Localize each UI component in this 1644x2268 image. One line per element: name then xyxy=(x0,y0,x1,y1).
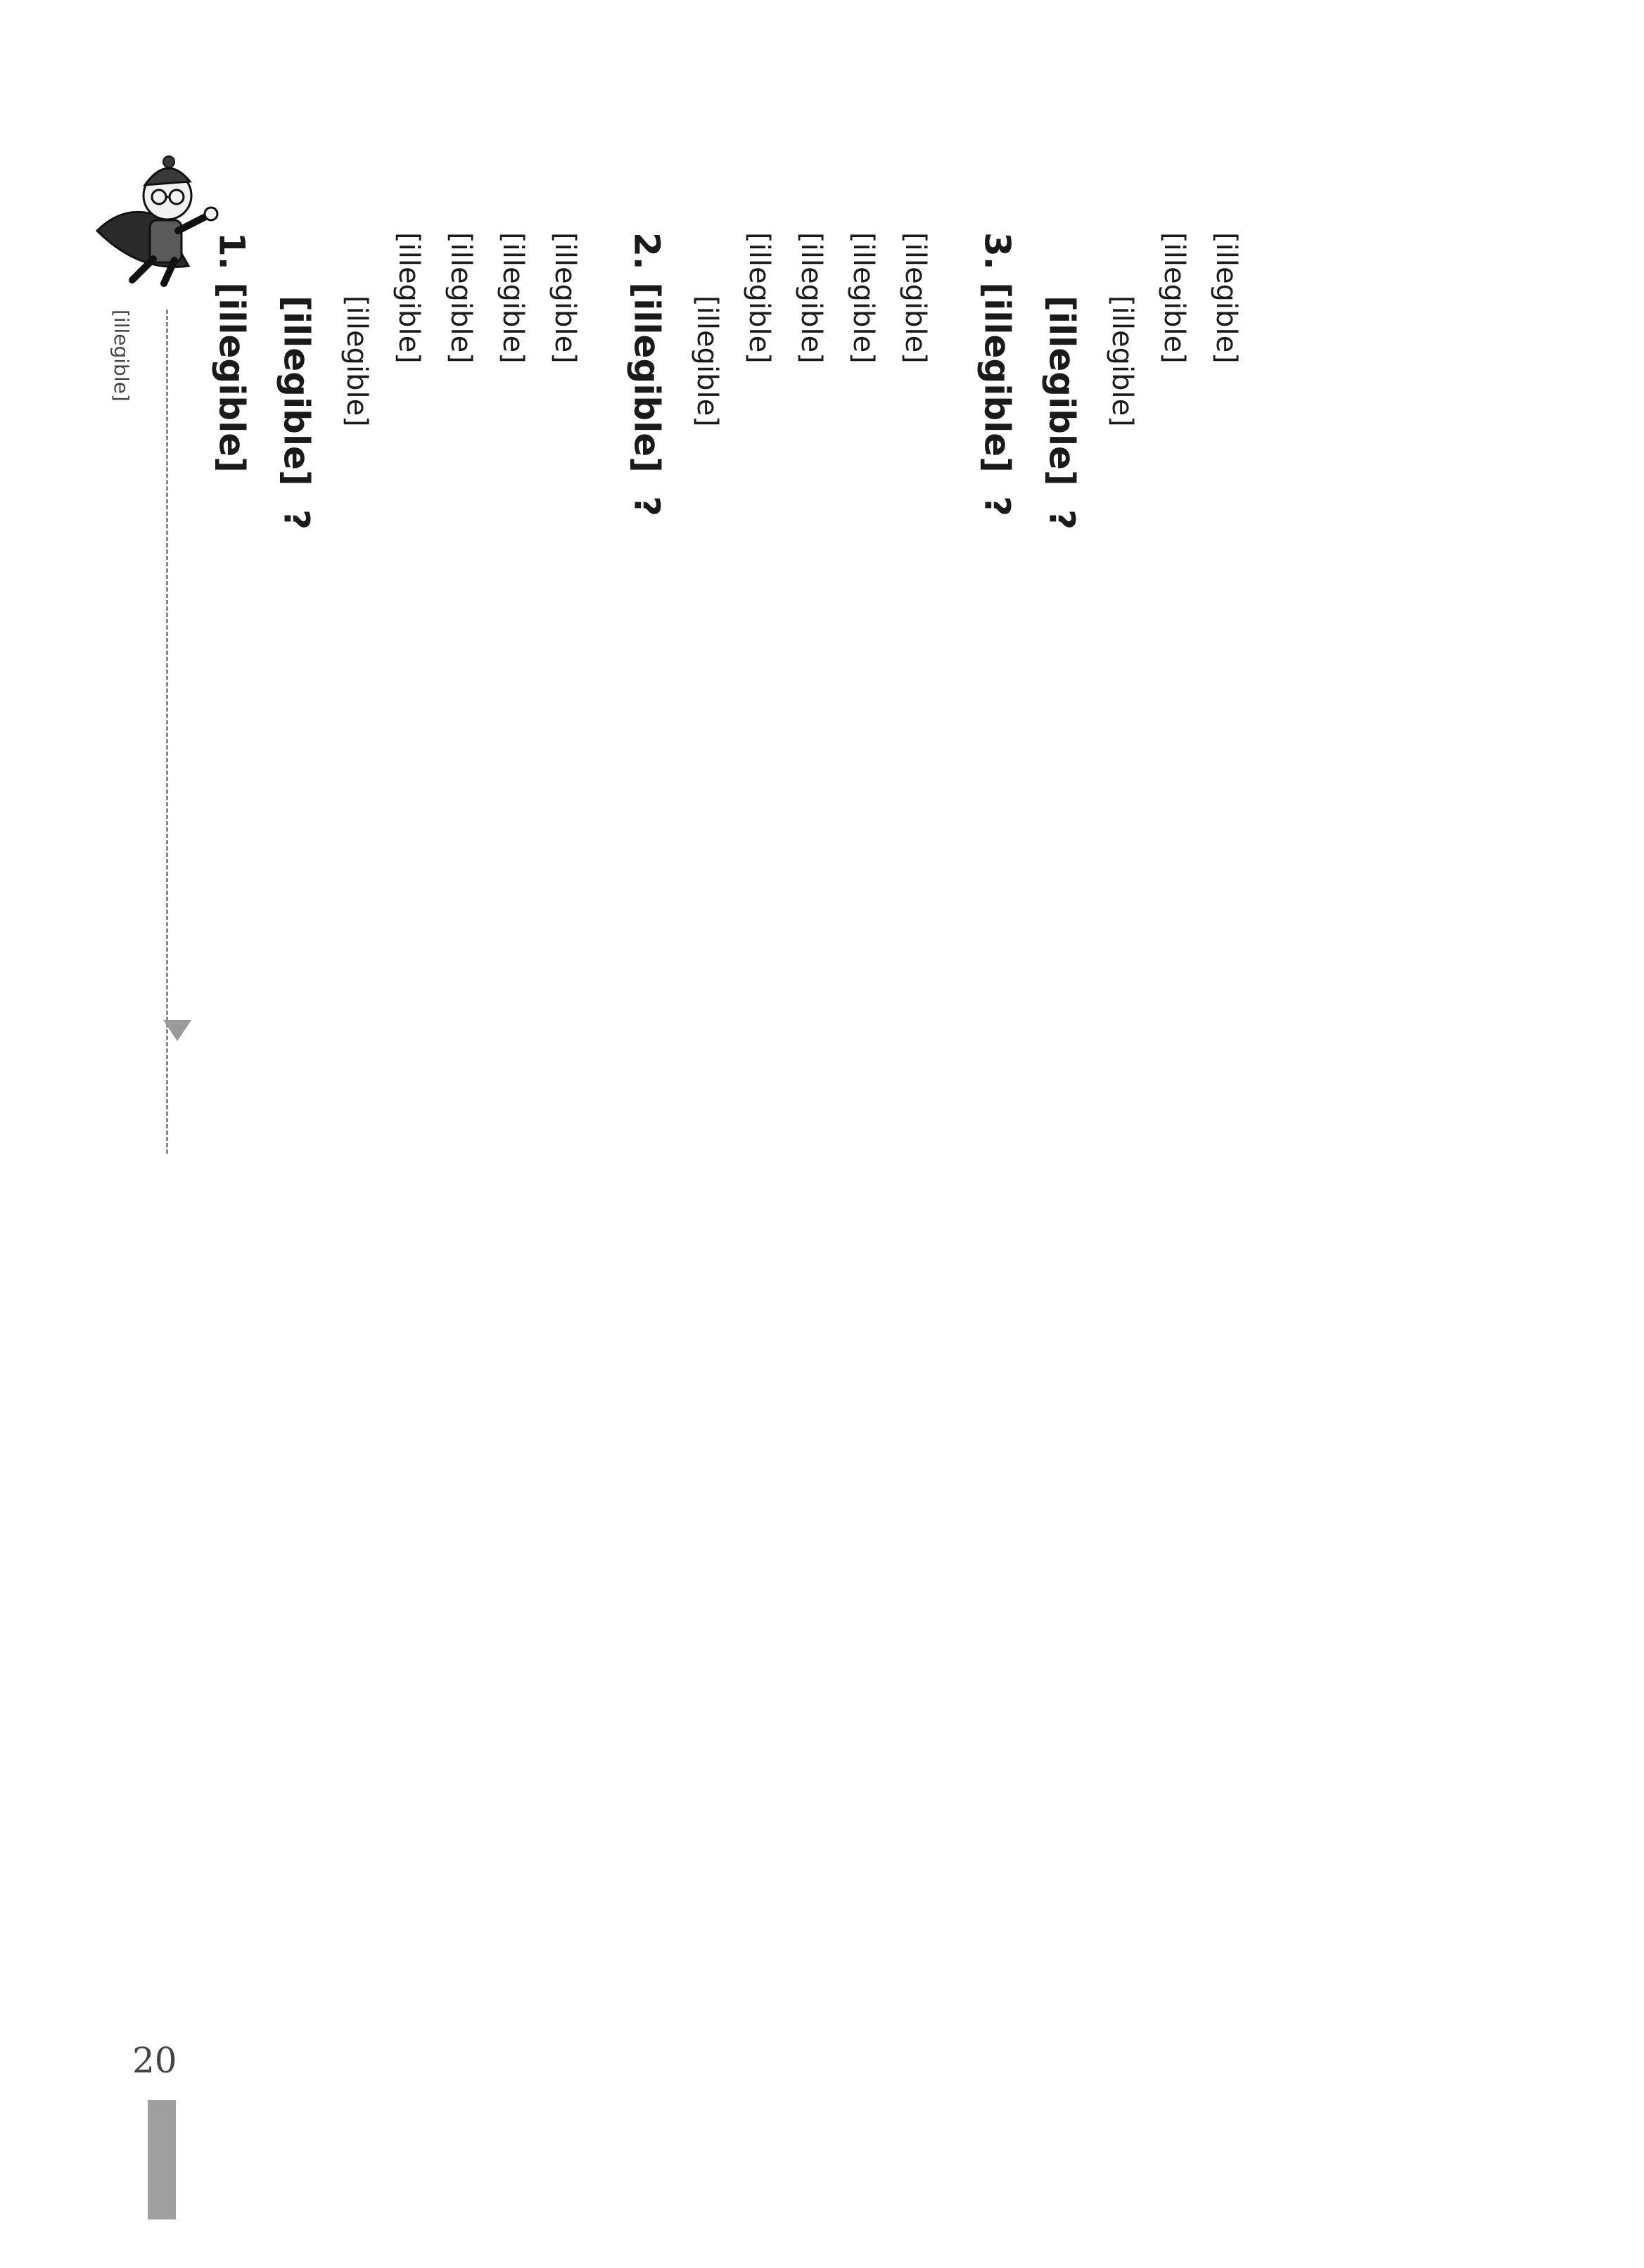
paragraph-text: [illegible] xyxy=(393,232,425,364)
paragraph-text: [illegible] xyxy=(1210,232,1242,364)
heading-text: [illegible] xyxy=(626,282,668,473)
paragraph-line xyxy=(847,232,886,2089)
paragraph-line xyxy=(445,232,484,2089)
paragraph-text: [illegible] xyxy=(497,232,529,364)
heading-text: [illegible] xyxy=(211,282,253,473)
paragraph-line xyxy=(1158,232,1197,2089)
page-edge-tab xyxy=(148,2100,176,2219)
paragraph-text: [illegible] xyxy=(549,232,581,364)
question-3-line-1 xyxy=(976,232,1028,2089)
question-1-line-2 xyxy=(276,232,328,2153)
page-number: 20 xyxy=(132,2040,177,2081)
paragraph-line xyxy=(393,232,432,2089)
paragraph-line xyxy=(1210,232,1249,2089)
question-2 xyxy=(626,232,678,2089)
paragraph-text: [illegible] xyxy=(691,295,723,427)
question-1-line-1 xyxy=(211,232,263,2089)
mascot-illustration-icon xyxy=(83,153,224,287)
question-number: 1. xyxy=(211,232,253,270)
triangle-marker-icon xyxy=(163,1020,191,1041)
paragraph-text: [illegible] xyxy=(847,232,879,364)
paragraph-text: [illegible] xyxy=(795,232,827,364)
question-number: 2. xyxy=(626,232,668,270)
paragraph-text: [illegible] xyxy=(743,232,775,364)
question-mark: ? xyxy=(976,496,1018,517)
paragraph-line xyxy=(1106,232,1145,2153)
running-title: [illegible] xyxy=(110,310,133,402)
paragraph-line xyxy=(795,232,834,2089)
paragraph-line xyxy=(340,232,380,2153)
paragraph-text: [illegible] xyxy=(1158,232,1190,364)
paragraph-line xyxy=(497,232,536,2089)
paragraph-line xyxy=(899,232,938,2089)
paragraph-text: [illegible] xyxy=(1106,295,1138,427)
heading-text: [illegible] xyxy=(1041,295,1083,486)
paragraph-text: [illegible] xyxy=(445,232,477,364)
main-text xyxy=(211,232,1379,2089)
paragraph-line xyxy=(691,232,730,2153)
question-mark: ? xyxy=(626,496,668,517)
paragraph-line xyxy=(743,232,782,2089)
question-number: 3. xyxy=(976,232,1018,270)
paragraph-text: [illegible] xyxy=(340,295,373,427)
question-mark: ? xyxy=(276,509,317,530)
paragraph-line xyxy=(549,232,588,2089)
question-3-line-2 xyxy=(1041,232,1093,2153)
heading-text: [illegible] xyxy=(276,295,317,486)
question-mark: ? xyxy=(1041,509,1083,530)
paragraph-text: [illegible] xyxy=(899,232,931,364)
heading-text: [illegible] xyxy=(976,282,1018,473)
